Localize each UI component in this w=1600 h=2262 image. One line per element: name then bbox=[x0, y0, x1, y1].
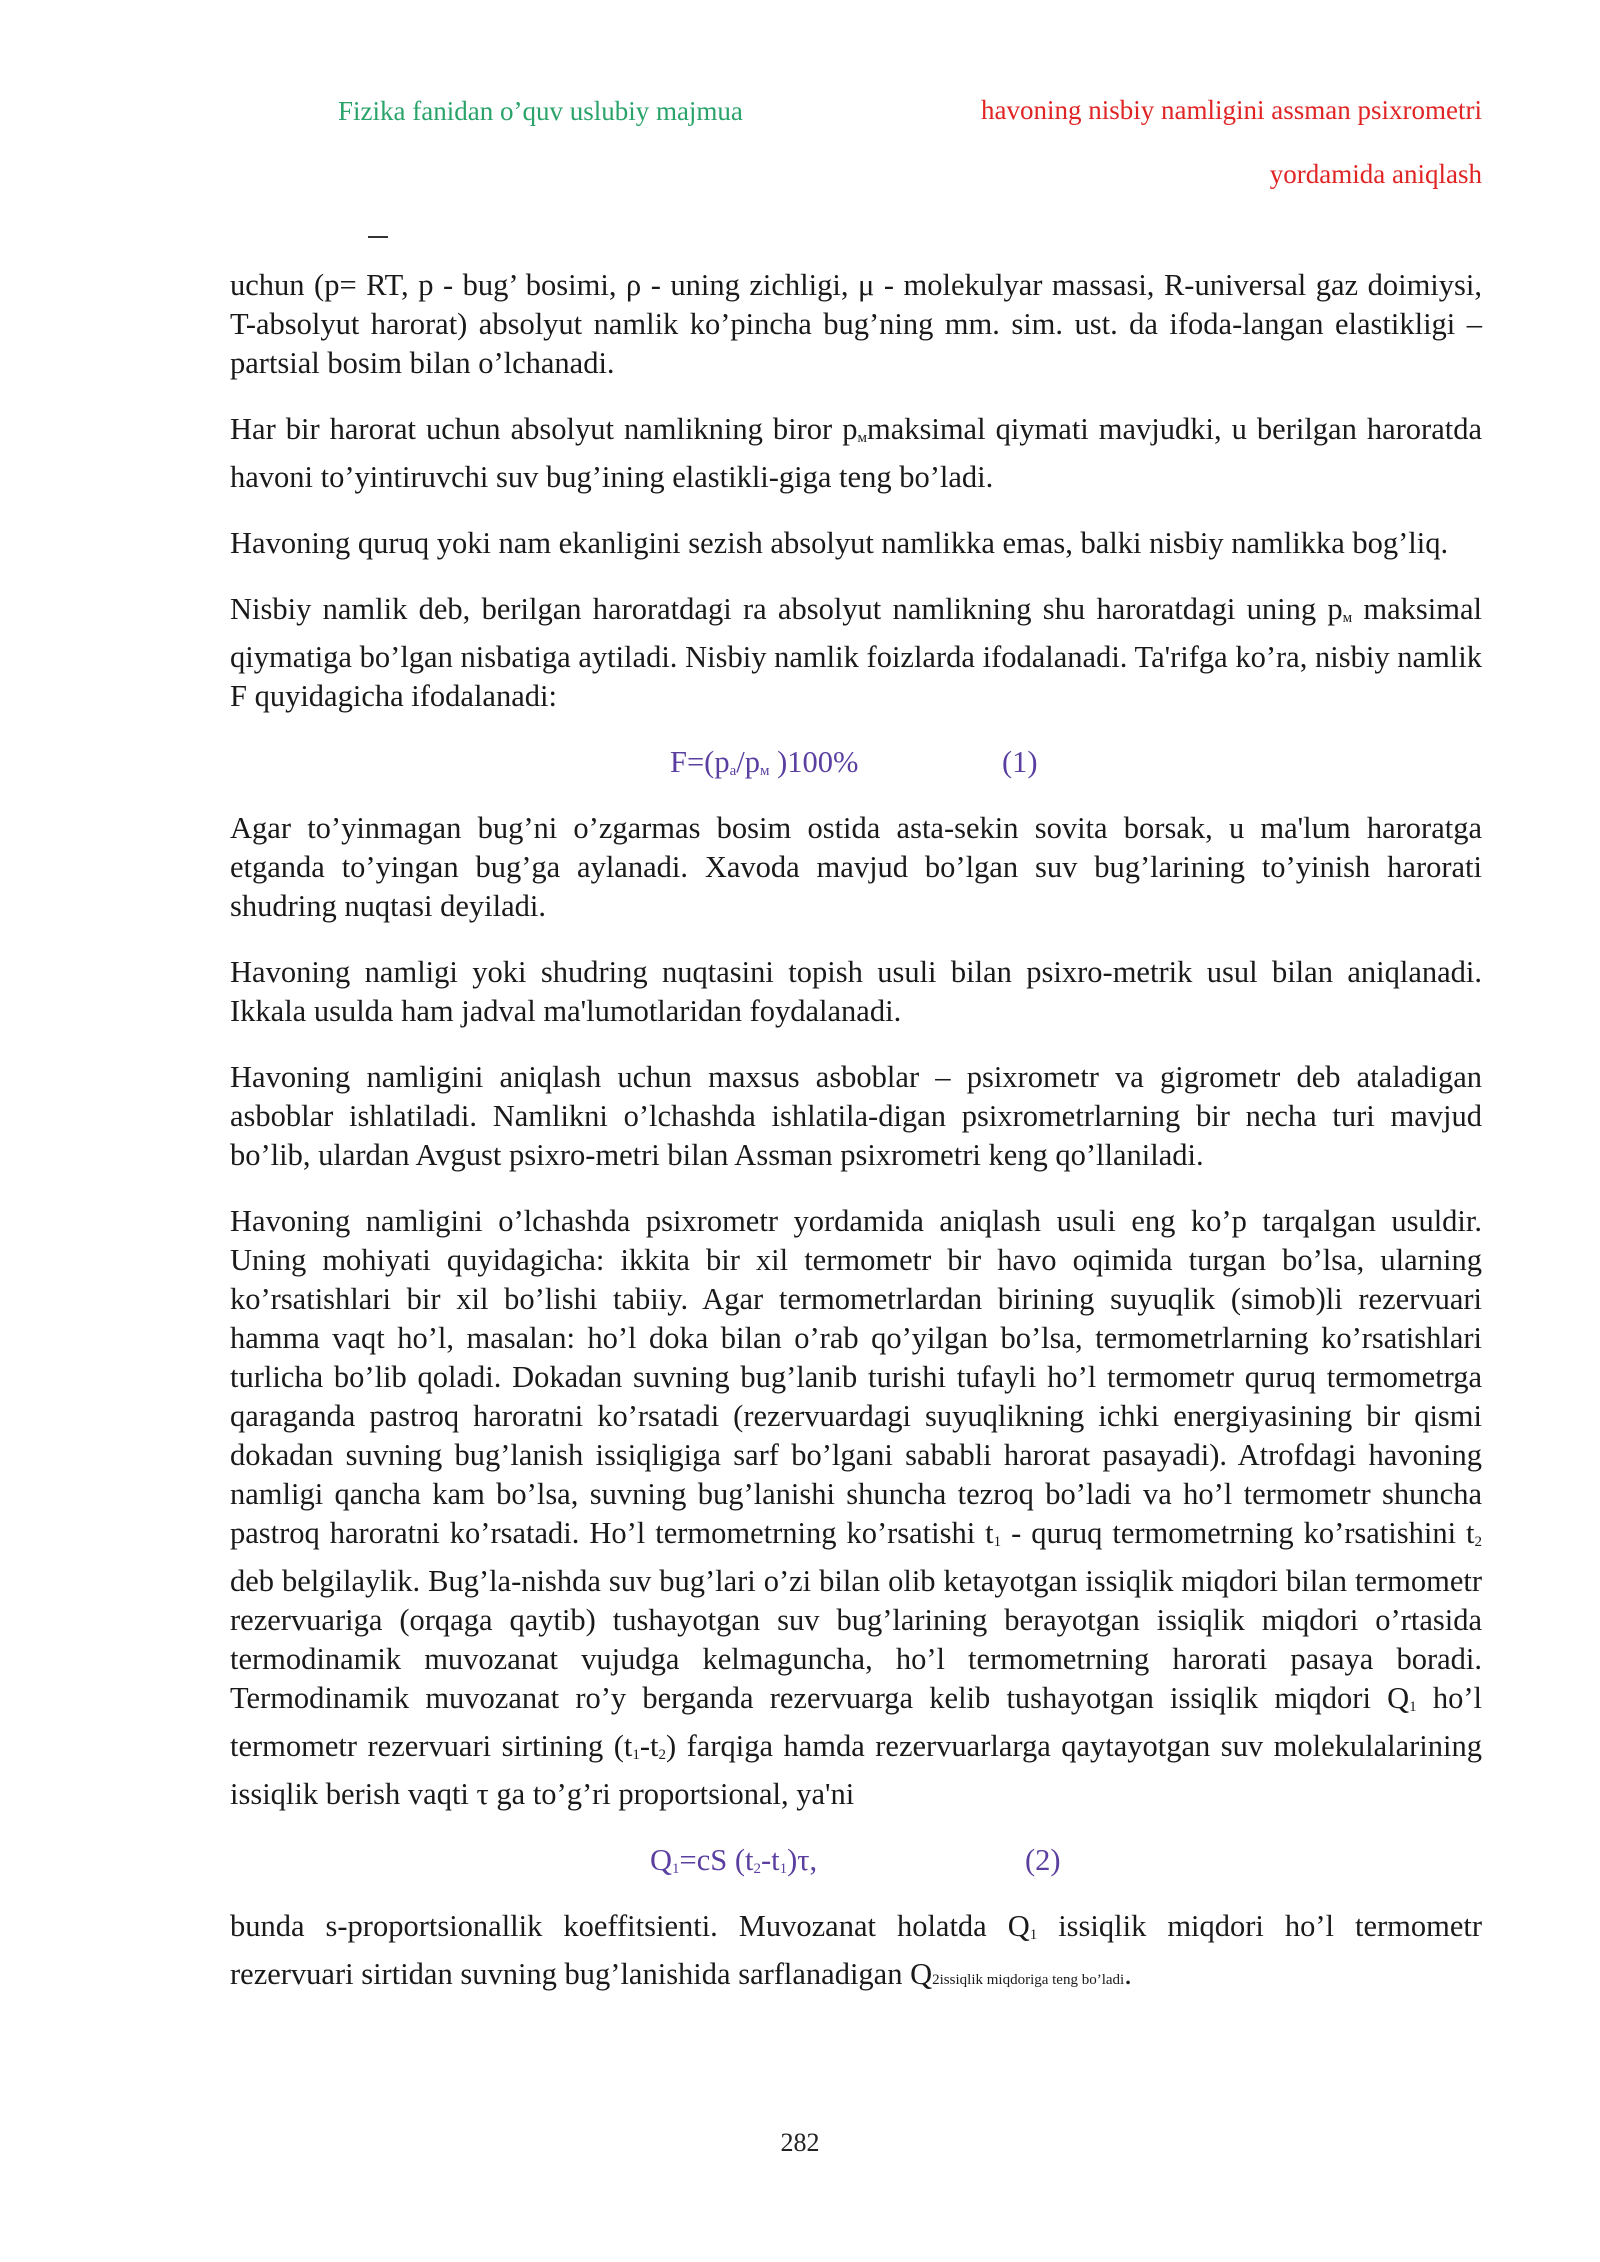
formula-overbar bbox=[368, 236, 388, 238]
header-topic-line1: havoning nisbiy namligini assman psixrometri bbox=[981, 95, 1482, 125]
equation-2-formula: $Q_1=cS$ $(t_2-t_1)\tau$, bbox=[650, 1843, 818, 1877]
paragraph-8: Havoning namligini o’lchashda psixrometr yordamida aniqlash usuli eng ko’p tarqalgan usuldir. Uning mohiyati quyidagicha: ikkita bir xil termometr bir havo oqimida turgan bo’lsa, ularning ko’rsatishlari bir xil bo’lishi tabiiy. Agar termometrlardan birining suyuqlik (simob)li rezervuari hamma vaqt ho’l, masalan: ho’l doka bilan o’rab qo’yilgan bo’lsa, termometrlarning ko’rsatishlari turlicha bo’lib qoladi. Dokadan suvning bug’lanib turishi tufayli ho’l termometr quruq termometrga qaraganda pastroq haroratni ko’rsatadi (rezervuardagi suyuqlikning ichki energiyasining bir qismi dokadan suvning bug’lanish issiqligiga sarf bo’lgani sababli harorat pasayadi). Atrofdagi havoning namligi qancha kam bo’lsa, suvning bug’lanishi shuncha tezroq bo’ladi va ho’l termometr shuncha pastroq haroratni ko’rsatadi. Ho’l termometrning ko’rsatishi $t_1$ - quruq termometrning ko’rsatishini $t_2$ deb belgilaylik. Bug’la-nishda suv bug’lari o’zi bilan olib ketayotgan issiqlik miqdori bilan termometr rezervuariga (orqaga qaytib) tushayotgan suv bug’larining berayotgan issiqlik miqdori o’rtasida termodinamik muvozanat vujudga kelmaguncha, ho’l termometrning harorati pasaya boradi. Termodinamik muvozanat ro’y berganda rezervuarga kelib tushayotgan issiqlik miqdori $Q_1$ ho’l termometr rezervuari sirtining $(t_1-t_2)$ farqiga hamda rezervuarlarga qaytayotgan suv molekulalarining issiqlik berish vaqti τ ga to’g’ri proportsional, ya'ni bbox=[230, 1204, 1482, 1811]
paragraph-1: uchun (p= RT, p - bug’ bosimi, ρ - uning zichligi, μ - molekulyar massasi, R-universal gaz doimiysi, T-absolyut harorat) absolyut namlik ko’pincha bug’ning mm. sim. ust. da ifoda-langan elastikligi – partsial bosim bilan o’lchanadi. bbox=[230, 268, 1482, 380]
paragraph-4: Nisbiy namlik deb, berilgan haroratdagi ra absolyut namlikning shu haroratdagi uning $p_м$ maksimal qiymatiga bo’lgan nisbatiga aytiladi. Nisbiy namlik foizlarda ifodalanadi. Ta'rifga ko’ra, nisbiy namlik F quyidagicha ifodalanadi: bbox=[230, 592, 1483, 713]
paragraph-9: bunda s-proportsionallik koeffitsienti. Muvozanat holatda $Q_1$ issiqlik miqdori ho’l termometr rezervuari sirtidan suvning bug’lanishida sarflanadigan Q2issiqlik miqdoriga teng bo’ladi. bbox=[230, 1909, 1483, 1991]
paragraph-5: Agar to’yinmagan bug’ni o’zgarmas bosim ostida asta-sekin sovita borsak, u ma'lum haroratga etganda to’yingan bug’ga aylanadi. Xavoda mavjud bo’lgan suv bug’larining to’yinish harorati shudring nuqtasi deyiladi. bbox=[230, 811, 1482, 923]
paragraph-6: Havoning namligi yoki shudring nuqtasini topish usuli bilan psixro-metrik usul bilan aniqlanadi. Ikkala usulda ham jadval ma'lumotlaridan foydalanadi. bbox=[230, 955, 1482, 1028]
equation-2-number: (2) bbox=[1025, 1843, 1061, 1877]
header-topic-title bbox=[862, 78, 1482, 206]
header-course-title: Fizika fanidan o’quv uslubiy majmua bbox=[338, 96, 743, 126]
paragraph-3: Havoning quruq yoki nam ekanligini sezish absolyut namlikka emas, balki nisbiy namlikka bog’liq. bbox=[230, 526, 1449, 560]
equation-1-number: (1) bbox=[1002, 745, 1038, 779]
header-topic-line2: yordamida aniqlash bbox=[1269, 159, 1482, 189]
paragraph-7: Havoning namligini aniqlash uchun maxsus asboblar – psixrometr va gigrometr deb ataladigan asboblar ishlatiladi. Namlikni o’lchashda ishlatila-digan psixrometrlarning bir necha turi mavjud bo’lib, ulardan Avgust psixro-metri bilan Assman psixrometri keng qo’llaniladi. bbox=[230, 1060, 1482, 1172]
equation-1-formula: $F=(p_a/p_м$ )100% bbox=[670, 745, 859, 779]
paragraph-2: Har bir harorat uchun absolyut namlikning biror $p_мmaksimal$ qiymati mavjudki, u berilgan haroratda havoni to’yintiruvchi suv bug’ining elastikli-giga teng bo’ladi. bbox=[230, 412, 1483, 494]
equation-1 bbox=[230, 743, 1482, 782]
page-number: 282 bbox=[780, 2128, 820, 2157]
body-text bbox=[230, 266, 1482, 2027]
equation-2 bbox=[230, 1841, 1482, 1880]
